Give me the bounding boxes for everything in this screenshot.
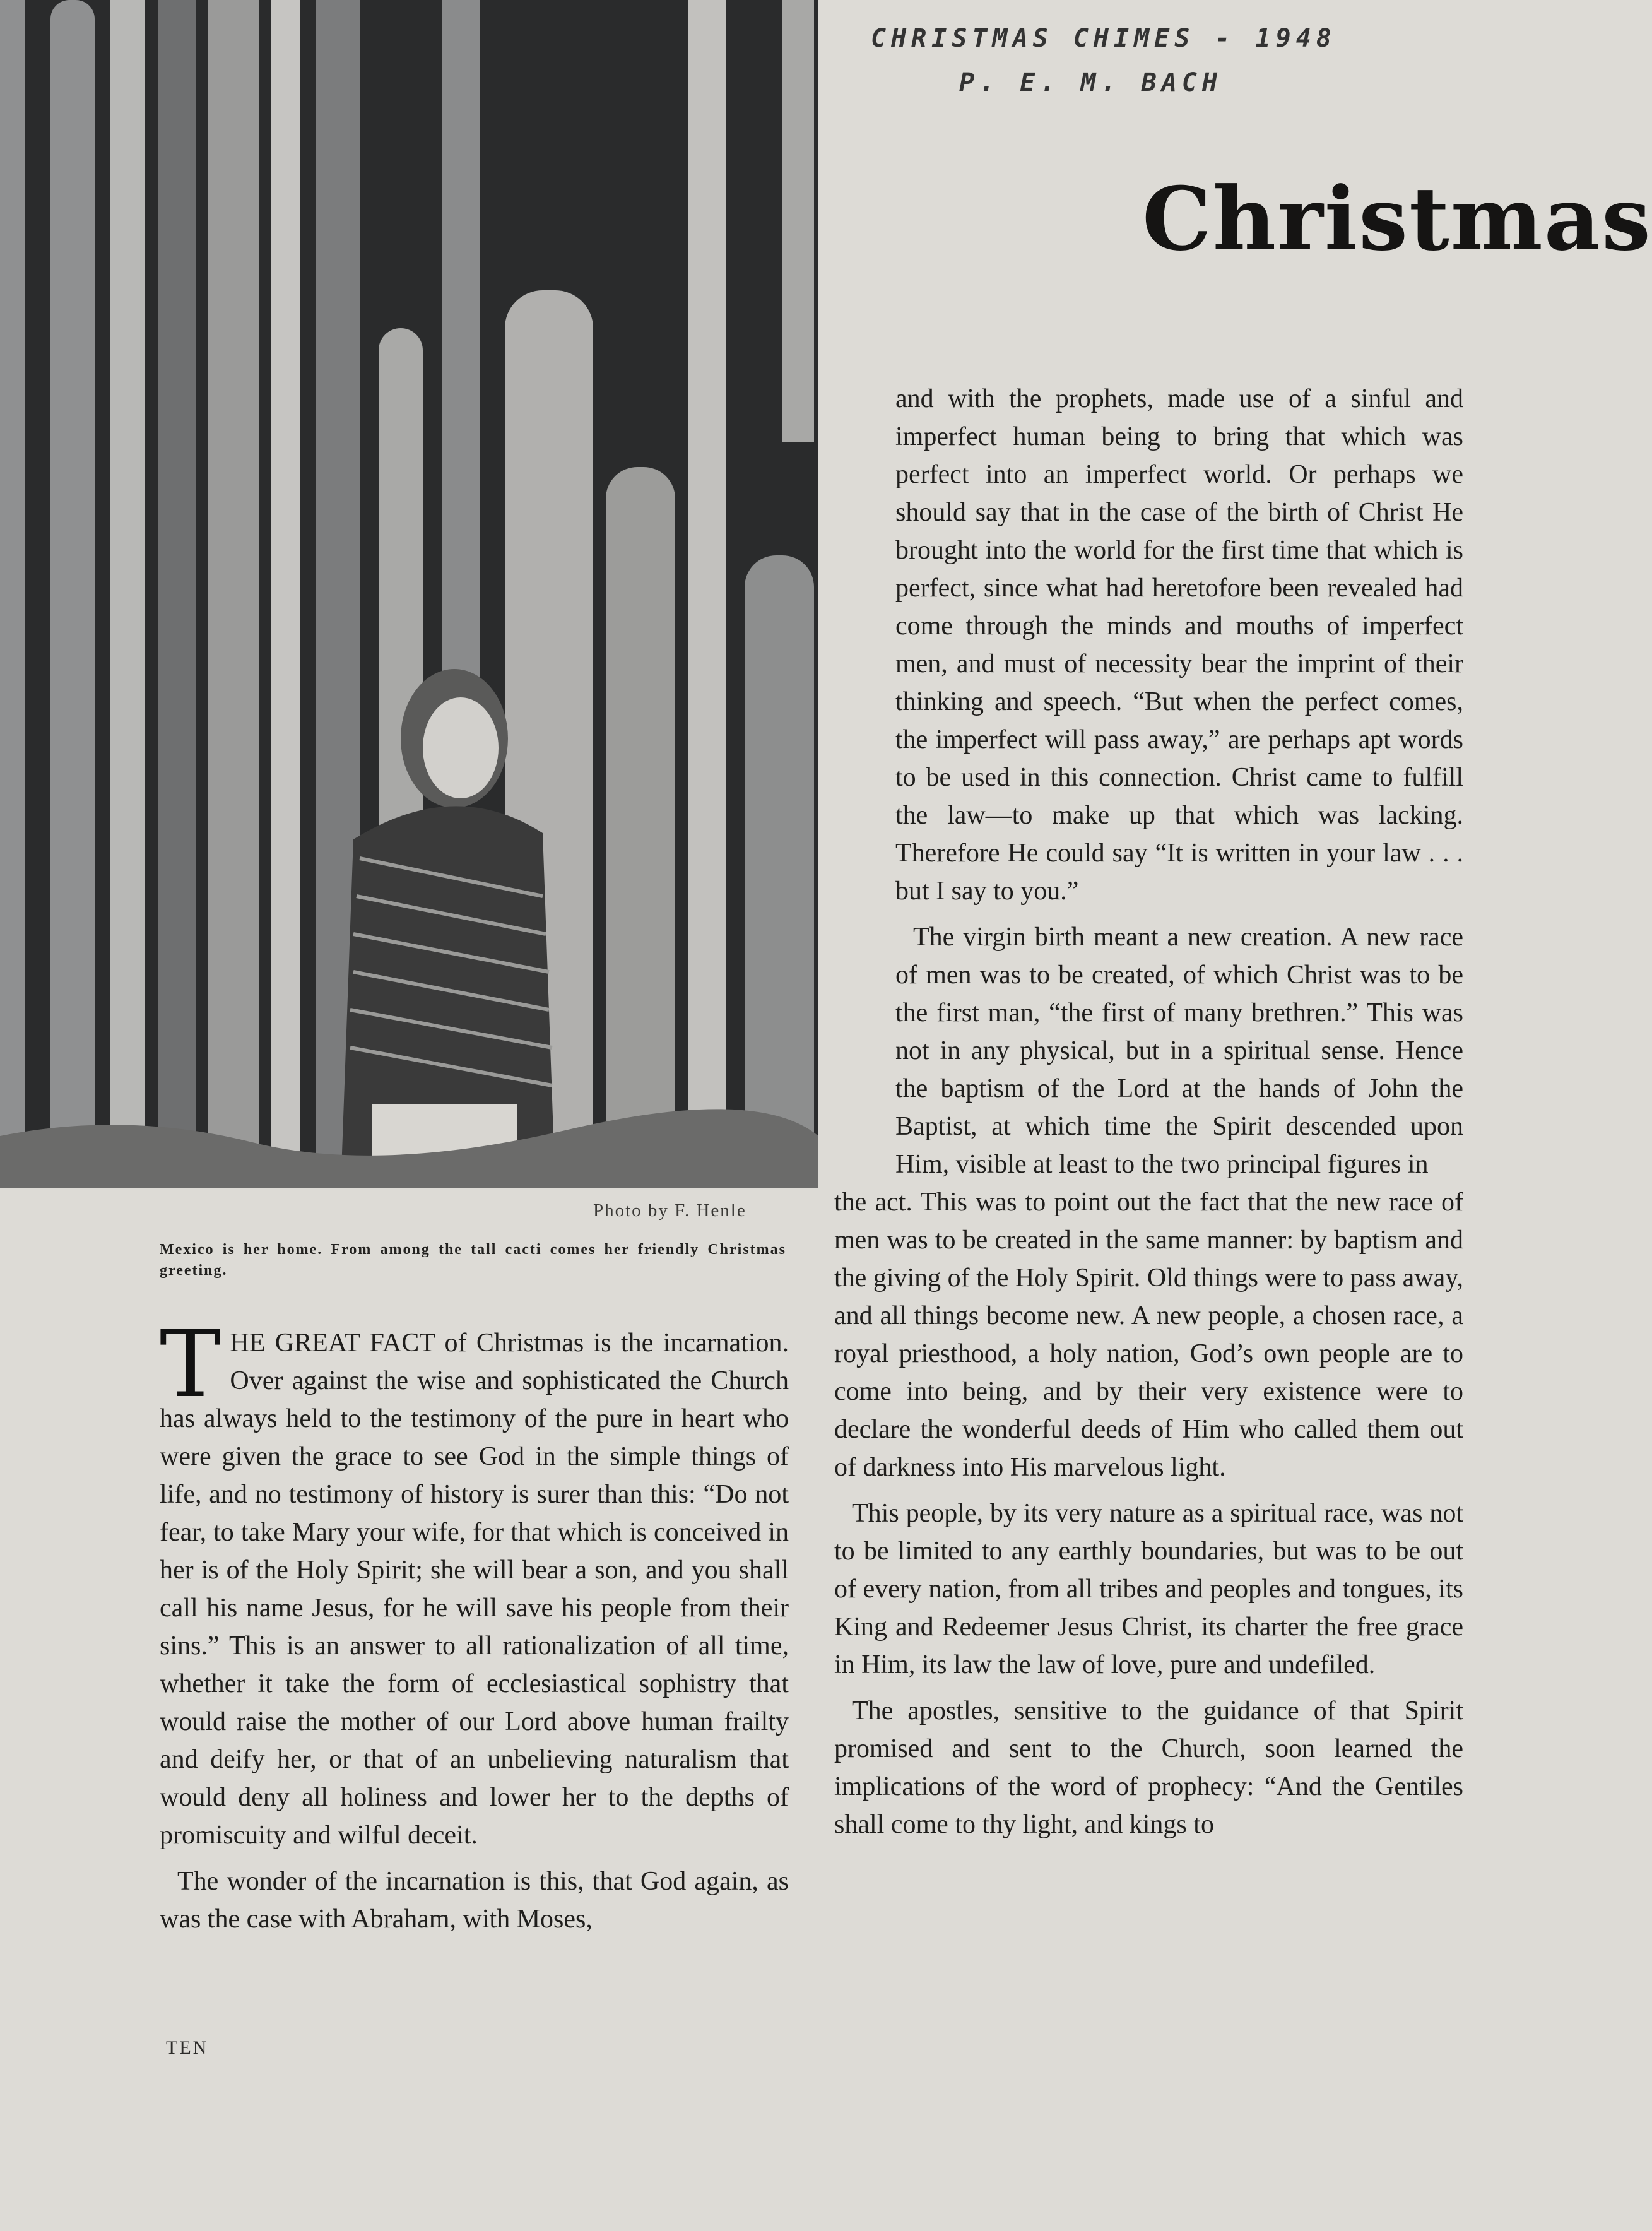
cactus-photo-illustration <box>0 0 818 1188</box>
right-column <box>834 380 1463 1843</box>
right-column-indented-block <box>834 380 1463 1183</box>
photo-caption: Mexico is her home. From among the tall cacti comes her friendly Christmas greeting. <box>160 1241 786 1279</box>
page-number: TEN <box>166 2037 209 2058</box>
cactus-photo <box>0 0 818 1188</box>
left-paragraph-1 <box>160 1311 789 1854</box>
right-paragraph-2a: The virgin birth meant a new creation. A new race of men was to be created, of which Christ was to be the first man, “the first of many brethren.” This was not in any physical, but in a spiritual sense. Hence the baptism of the Lord at the hands of John the Baptist, at which time the Spirit descended upon Him, visible at least to the two principal figures in <box>895 923 1463 1179</box>
right-paragraph-3: This people, by its very nature as a spiritual race, was not to be limited to any earthly boundaries, but was to be out of every nation, from all tribes and peoples and tongues, its King and Redeemer Jesus Christ, its charter the free grace in Him, its law the law of love, pure and undefiled. <box>834 1499 1463 1679</box>
right-paragraph-4: The apostles, sensitive to the guidance of that Spirit promised and sent to the Church, soon learned the implications of the word of prophecy: “And the Gentiles shall come to thy light, and kings to <box>834 1696 1463 1839</box>
right-paragraph-2b: the act. This was to point out the fact that the new race of men was to be created in the same manner: by baptism and the giving of the Holy Spirit. Old things were to pass away, and all things become new. A new people, a chosen race, a royal priesthood, a holy nation, God’s own people are to come into being, and by their very existence were to declare the wonderful deeds of Him who called them out of darkness into His marvelous light. <box>834 1188 1463 1482</box>
photo-credit: Photo by F. Henle <box>593 1200 746 1221</box>
drop-cap: T <box>160 1311 221 1418</box>
left-paragraph-2: The wonder of the incarnation is this, that God again, as was the case with Abraham, with Moses, <box>160 1867 789 1934</box>
right-paragraph-1: and with the prophets, made use of a sinful and imperfect human being to bring that which was perfect into an imperfect world. Or perhaps we should say that in the case of the birth of Christ He brought into the world for the first time that which is perfect, since what had heretofore been revealed had come through the minds and mouths of imperfect men, and must of necessity bear the imprint of their thinking and speech. “But when the perfect comes, the imperfect will pass away,” are perhaps apt words to be used in this connection. Christ came to fulfill the law—to make up that which was lacking. Therefore He could say “It is written in your law . . . but I say to you.” <box>895 384 1463 906</box>
page-title: Christmas <box>1142 167 1652 270</box>
left-column <box>160 1311 789 1938</box>
left-paragraph-1-text: HE GREAT FACT of Christmas is the incarnation. Over against the wise and sophisticated the Church has always held to the testimony of the pure in heart who were given the grace to see God in the simple things of life, and no testimony of history is surer than this: “Do not fear, to take Mary your wife, for that which is conceived in her is of the Holy Spirit; she will bear a son, and you shall call his name Jesus, for he will save his people from their sins.” This is an answer to all rationalization of all time, whether it take the form of ecclesiastical sophistry that would raise the mother of our Lord above human frailty and deify her, or that of an unbelieving naturalism that would deny all holiness and lower her to the depths of promiscuity and wilful deceit. <box>160 1329 789 1850</box>
handwritten-note-line2: P. E. M. BACH <box>959 68 1223 97</box>
handwritten-note-line1: CHRISTMAS CHIMES - 1948 <box>871 24 1336 53</box>
